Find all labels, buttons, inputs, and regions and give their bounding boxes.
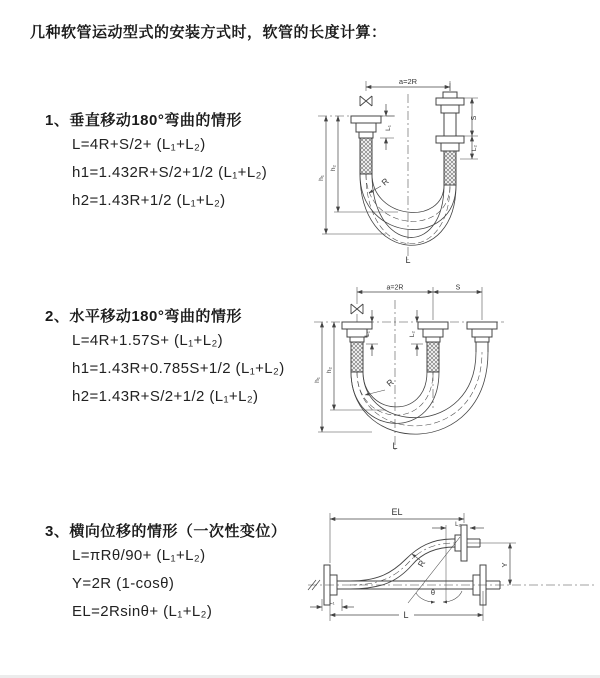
left-fitting bbox=[342, 322, 372, 372]
valve-icon bbox=[351, 304, 363, 314]
label-a2r: a=2R bbox=[386, 284, 404, 292]
section2-heading: 2、水平移动180°弯曲的情形 bbox=[45, 308, 242, 325]
valve-icon bbox=[360, 96, 372, 106]
label-theta: θ bbox=[430, 588, 436, 597]
right-fitting bbox=[436, 83, 464, 185]
section1-formula-h1: h1=1.432R+S/2+1/2 (L₁+L₂) bbox=[72, 164, 268, 181]
centerlines bbox=[314, 296, 504, 450]
centerlines bbox=[318, 94, 408, 260]
label-l2: L₂ bbox=[471, 144, 478, 152]
label-r: R bbox=[384, 376, 396, 389]
left-fitting bbox=[351, 116, 381, 174]
section1-heading: 1、垂直移动180°弯曲的情形 bbox=[45, 112, 242, 129]
section3-formula-Y: Y=2R (1-cosθ) bbox=[72, 575, 175, 592]
label-l1: L₁ bbox=[364, 331, 371, 337]
s-curve-hose bbox=[350, 539, 455, 589]
label-r: R bbox=[415, 558, 428, 569]
section2-formula-h2: h2=1.43R+S/2+1/2 (L₁+L₂) bbox=[72, 388, 259, 405]
label-r: R bbox=[379, 175, 391, 188]
section3-formula-L: L=πRθ/90+ (L₁+L₂) bbox=[72, 547, 206, 564]
hose-arcs bbox=[351, 352, 488, 434]
diagram-horizontal-180-bend bbox=[308, 282, 600, 462]
label-el: EL bbox=[391, 507, 403, 517]
section1-formula-h2: h2=1.43R+1/2 (L₁+L₂) bbox=[72, 192, 226, 209]
section2-formula-h1: h1=1.43R+0.785S+1/2 (L₁+L₂) bbox=[72, 360, 285, 377]
label-h2: h₂ bbox=[326, 366, 333, 374]
right-fitting bbox=[467, 322, 497, 352]
label-l1: L₁ bbox=[385, 125, 392, 131]
label-s: S bbox=[455, 284, 461, 292]
label-l2: L₂ bbox=[455, 522, 461, 528]
dimension-l2 bbox=[432, 525, 484, 603]
centerlines bbox=[308, 543, 594, 590]
label-l: L bbox=[405, 255, 411, 265]
label-h1: h₁ bbox=[318, 175, 325, 181]
middle-fitting bbox=[418, 322, 448, 372]
dimension-el bbox=[330, 513, 464, 563]
label-h2: h₂ bbox=[330, 164, 337, 172]
dimension-a2r-s bbox=[357, 284, 482, 296]
label-s: S bbox=[471, 115, 478, 121]
section2-formula-L: L=4R+1.57S+ (L₁+L₂) bbox=[72, 332, 224, 349]
section3-formula-EL: EL=2Rsinθ+ (L₁+L₂) bbox=[72, 603, 213, 620]
r-leader bbox=[369, 186, 381, 193]
label-a2r: a=2R bbox=[398, 77, 418, 86]
diagram-lateral-displacement bbox=[302, 503, 600, 651]
label-l: L bbox=[403, 610, 409, 620]
diagram-vertical-180-bend bbox=[310, 72, 598, 268]
dimension-h1-h2 bbox=[318, 322, 386, 432]
label-y: Y bbox=[500, 562, 509, 568]
section3-heading: 3、横向位移的情形（一次性变位） bbox=[45, 523, 287, 540]
label-h1: h₁ bbox=[314, 377, 321, 383]
section1-formula-L: L=4R+S/2+ (L₁+L₂) bbox=[72, 136, 206, 153]
page-title: 几种软管运动型式的安装方式时，软管的长度计算： bbox=[30, 24, 387, 41]
label-l2: L₂ bbox=[409, 330, 416, 338]
label-l: L bbox=[392, 441, 398, 451]
label-l1: L₁ bbox=[329, 600, 335, 606]
